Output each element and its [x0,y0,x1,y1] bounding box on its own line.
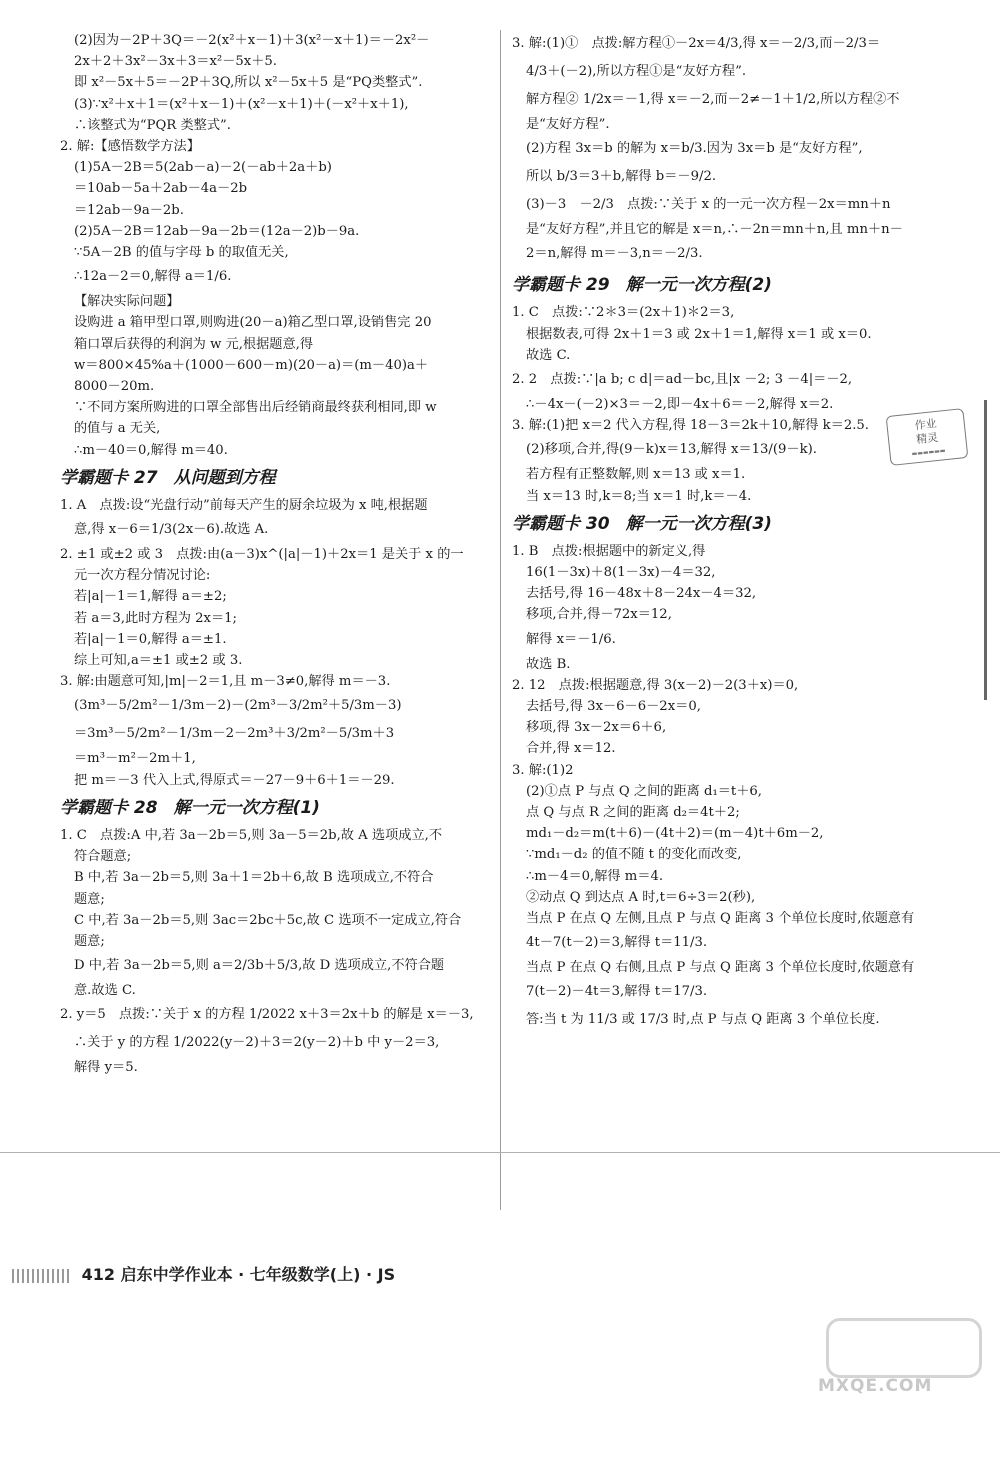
text-line: 把 m＝－3 代入上式,得原式＝－27－9＋6＋1＝－29. [74,772,395,788]
text-line: 4t－7(t－2)＝3,解得 t＝11/3. [526,935,708,951]
text-line: 设购进 a 箱甲型口罩,则购进(20－a)箱乙型口罩,设销售完 20 [74,315,432,331]
text-line: 去括号,得 3x－6－6－2x＝0, [526,699,701,715]
text-line: 8000－20m. [74,379,155,395]
bottom-rule [0,1152,1000,1153]
watermark-text: MXQE.COM [818,1376,933,1396]
footer-stripes-icon [12,1269,72,1283]
text-line: 1. B 点拨:根据题中的新定义,得 [512,543,706,559]
text-line: 3. 解:(1)把 x＝2 代入方程,得 18－3＝2k＋10,解得 k＝2.5. [512,418,869,434]
text-line: 若 a＝3,此时方程为 2x＝1; [74,610,237,626]
text-line: 点 Q 与点 R 之间的距离 d₂＝4t＋2; [526,805,740,821]
text-line: 故选 B. [526,656,571,672]
text-line: 2. ±1 或±2 或 3 点拨:由(a－3)x^(|a|－1)＋2x＝1 是关于 x 的一 [60,547,464,563]
section-heading-title: 从问题到方程 [173,467,276,488]
text-line: B 中,若 3a－2b＝5,则 3a＋1＝2b＋6,故 B 选项成立,不符合 [74,870,434,886]
text-line: 7(t－2)－4t＝3,解得 t＝17/3. [526,984,708,1000]
text-line: 当点 P 在点 Q 左侧,且点 P 与点 Q 距离 3 个单位长度时,依题意有 [526,911,915,927]
text-line: (2)①点 P 与点 Q 之间的距离 d₁＝t＋6, [526,783,762,799]
text-line: 2. y＝5 点拨:∵关于 x 的方程 1/2022 x＋3＝2x＋b 的解是 x＝－3, [60,1007,474,1023]
section-heading-title: 解一元一次方程(3) [625,513,772,534]
text-line: 符合题意; [74,849,132,865]
text-line: md₁－d₂＝m(t＋6)－(4t＋2)＝(m－4)t＋6m－2, [526,826,824,842]
section-heading-title: 解一元一次方程(1) [173,797,320,818]
text-line: 移项,得 3x－2x＝6＋6, [526,720,667,736]
text-line: ∴m－4＝0,解得 m＝4. [526,868,664,884]
stamp-line-2: 精灵 [915,430,939,447]
text-line: 2＝n,解得 m＝－3,n＝－2/3. [526,246,703,262]
section-heading [60,463,490,493]
text-line: ∵5A－2B 的值与字母 b 的取值无关, [74,245,289,261]
homework-stamp [886,408,969,466]
text-line: (2)移项,合并,得(9－k)x＝13,解得 x＝13/(9－k). [526,442,817,458]
text-line: 解得 x＝－1/6. [526,631,616,647]
text-line: ∴关于 y 的方程 1/2022(y－2)＋3＝2(y－2)＋b 中 y－2＝3, [74,1035,440,1051]
text-line: 1. C 点拨:∵2＊3＝(2x＋1)＊2＝3, [512,305,735,321]
text-line: ∴m－40＝0,解得 m＝40. [74,442,228,458]
text-line: 2. 12 点拨:根据题意,得 3(x－2)－2(3＋x)＝0, [512,677,799,693]
section-heading-number: 学霸题卡 30 [512,513,610,534]
text-line: (2)因为－2P＋3Q＝－2(x²＋x－1)＋3(x²－x＋1)＝－2x²－ [74,33,430,48]
text-line: 16(1－3x)＋8(1－3x)－4＝32, [526,565,716,581]
text-line: 即 x²－5x＋5＝－2P＋3Q,所以 x²－5x＋5 是“PQ类整式”. [74,75,423,91]
section-heading-number: 学霸题卡 29 [512,275,610,296]
left-column [60,30,490,1079]
text-line: 题意; [74,933,105,949]
text-line: ∵不同方案所购进的口罩全部售出后经销商最终获利相同,即 w [74,400,437,416]
text-line: 3. 解:由题意可知,|m|－2＝1,且 m－3≠0,解得 m＝－3. [60,674,391,690]
stamp-fine-print-icon: ▬▬▬▬▬▬ [911,447,946,458]
text-line: ∵md₁－d₂ 的值不随 t 的变化而改变, [526,847,742,863]
text-line: 综上可知,a＝±1 或±2 或 3. [74,653,243,669]
text-line: 若方程有正整数解,则 x＝13 或 x＝1. [526,467,746,483]
text-line: 解方程② 1/2x＝－1,得 x＝－2,而－2≠－1＋1/2,所以方程②不 [526,92,900,107]
text-line: ∴该整式为“PQR 类整式”. [74,117,231,133]
text-line: 1. A 点拨:设“光盘行动”前每天产生的厨余垃圾为 x 吨,根据题 [60,497,428,513]
text-line: 箱口罩后获得的利润为 w 元,根据题意,得 [74,336,314,352]
stamp-line-1: 作业 [914,416,938,433]
text-line: 【解决实际问题】 [74,294,180,310]
text-line: D 中,若 3a－2b＝5,则 a＝2/3b＋5/3,故 D 选项成立,不符合题 [74,958,445,974]
watermark-logo-icon [826,1318,982,1378]
page-footer [12,1262,395,1285]
text-line: 解得 y＝5. [74,1060,138,1076]
text-line: 3. 解:(1)① 点拨:解方程①－2x＝4/3,得 x＝－2/3,而－2/3＝ [512,36,881,51]
text-line: ②动点 Q 到达点 A 时,t＝6÷3＝2(秒), [526,889,756,905]
right-column [512,30,952,1034]
text-line: 4/3＋(－2),所以方程①是“友好方程”. [526,64,747,79]
text-line: 2. 解:【感悟数学方法】 [60,139,200,155]
text-line: (1)5A－2B＝5(2ab－a)－2(－ab＋2a＋b) [74,160,332,176]
text-line: ＝12ab－9a－2b. [74,202,184,218]
text-line: (2)5A－2B＝12ab－9a－2b＝(12a－2)b－9a. [74,223,360,239]
section-heading-number: 学霸题卡 28 [60,797,158,818]
text-line: 意,得 x－6＝1/3(2x－6).故选 A. [74,522,269,538]
text-line: 移项,合并,得－72x＝12, [526,607,672,623]
text-line: (3)∵x²＋x＋1＝(x²＋x－1)＋(x²－x＋1)＋(－x²＋x＋1), [74,96,409,112]
text-line: (3)－3 －2/3 点拨:∵关于 x 的一元一次方程－2x＝mn＋n [526,197,891,213]
text-line: 答:当 t 为 11/3 或 17/3 时,点 P 与点 Q 距离 3 个单位长度. [526,1012,880,1028]
text-line: 意.故选 C. [74,983,136,999]
section-heading [512,270,952,300]
text-line: 若|a|－1＝0,解得 a＝±1. [74,631,227,647]
text-line: 的值与 a 无关, [74,421,161,437]
text-line: ＝m³－m²－2m＋1, [74,751,196,767]
column-divider [500,30,501,1210]
text-line: C 中,若 3a－2b＝5,则 3ac＝2bc＋5c,故 C 选项不一定成立,符合 [74,912,462,928]
section-heading [60,793,490,823]
text-line: 3. 解:(1)2 [512,762,574,778]
text-line: 若|a|－1＝1,解得 a＝±2; [74,589,227,605]
page-number: 412 [81,1265,115,1284]
text-line: 去括号,得 16－48x＋8－24x－4＝32, [526,586,757,602]
binding-edge [984,400,987,700]
text-line: 是“友好方程”. [526,117,610,132]
section-heading [512,509,952,539]
section-heading-number: 学霸题卡 27 [60,467,158,488]
text-line: 根据数表,可得 2x＋1＝3 或 2x＋1＝1,解得 x＝1 或 x＝0. [526,326,872,342]
text-line: 1. C 点拨:A 中,若 3a－2b＝5,则 3a－5＝2b,故 A 选项成立,不 [60,827,443,843]
text-line: 当 x＝13 时,k＝8;当 x＝1 时,k＝－4. [526,488,752,504]
text-line: 故选 C. [526,347,571,363]
text-line: 元一次方程分情况讨论: [74,568,211,584]
book-title: 启东中学作业本 · 七年级数学(上) · JS [120,1265,396,1284]
section-heading-title: 解一元一次方程(2) [625,275,772,296]
text-line: ∴－4x－(－2)×3＝－2,即－4x＋6＝－2,解得 x＝2. [526,397,834,413]
text-line: (2)方程 3x＝b 的解为 x＝b/3.因为 3x＝b 是“友好方程”, [526,141,863,157]
text-line: (3m³－5/2m²－1/3m－2)－(2m³－3/2m²＋5/3m－3) [74,698,402,714]
text-line: 是“友好方程”,并且它的解是 x＝n,∴－2n＝mn＋n,且 mn＋n－ [526,222,903,238]
text-line: w＝800×45%a＋(1000－600－m)(20－a)＝(m－40)a＋ [74,357,429,373]
text-line: 所以 b/3＝3＋b,解得 b＝－9/2. [526,169,717,185]
text-line: ∴12a－2＝0,解得 a＝1/6. [74,269,232,285]
text-line: 当点 P 在点 Q 右侧,且点 P 与点 Q 距离 3 个单位长度时,依题意有 [526,960,915,976]
text-line: 合并,得 x＝12. [526,741,616,757]
text-line: 题意; [74,891,105,907]
text-line: 2. 2 点拨:∵|a b; c d|＝ad－bc,且|x －2; 3 －4|＝－2, [512,372,853,388]
text-line: 2x＋2＋3x²－3x＋3＝x²－5x＋5. [74,54,277,70]
text-line: ＝3m³－5/2m²－1/3m－2－2m³＋3/2m²－5/3m＋3 [74,726,395,742]
text-line: ＝10ab－5a＋2ab－4a－2b [74,181,248,197]
